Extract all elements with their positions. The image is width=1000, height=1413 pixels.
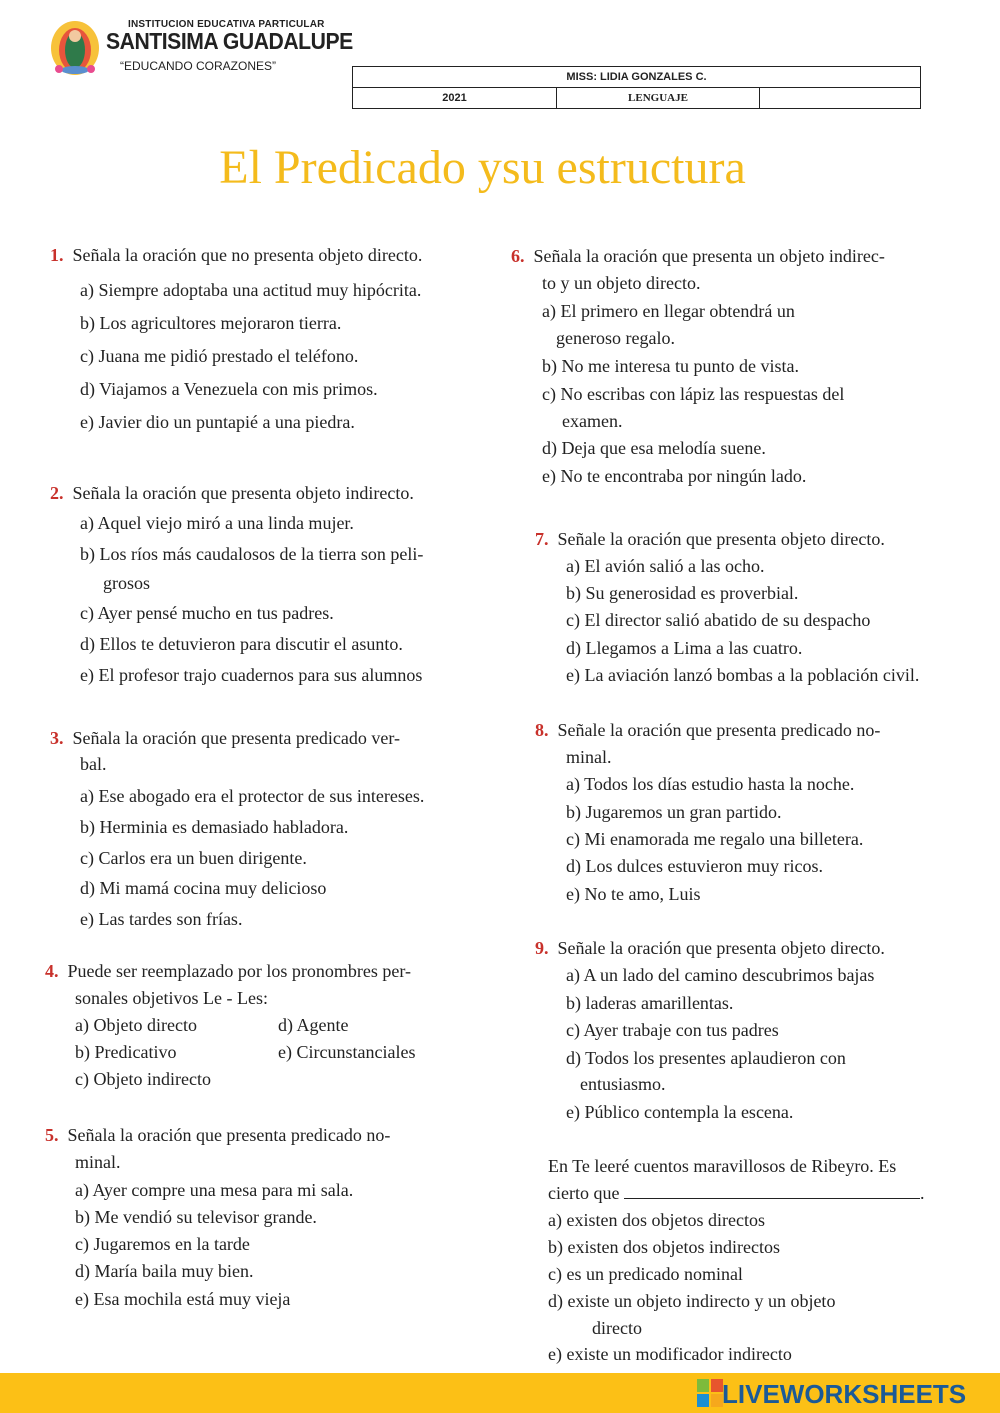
page-title: El Predicado ysu estructura — [219, 141, 746, 194]
option-d-continuation: directo — [592, 1318, 642, 1338]
question-5 — [45, 1125, 390, 1145]
option-a[interactable]: a) Objeto directo — [75, 1015, 197, 1035]
option-c-continuation: examen. — [562, 411, 623, 431]
option-e[interactable]: e) Las tardes son frías. — [80, 909, 243, 929]
option-c[interactable]: c) Objeto indirecto — [75, 1069, 211, 1089]
option-e[interactable]: e) No te amo, Luis — [566, 884, 701, 904]
option-a-continuation: generoso regalo. — [556, 328, 675, 348]
option-d[interactable]: d) Deja que esa melodía suene. — [542, 438, 766, 458]
question-number: 1. — [50, 245, 64, 265]
question-stem: Señala la oración que presenta predicado no- — [67, 1125, 391, 1145]
option-b[interactable]: b) existen dos objetos indirectos — [548, 1237, 780, 1257]
question-stem-continuation: to y un objeto directo. — [542, 273, 701, 293]
option-e[interactable]: e) Esa mochila está muy vieja — [75, 1289, 291, 1309]
question-stem: Señala la oración que presenta predicado ver- — [72, 728, 400, 748]
option-d[interactable]: d) Viajamos a Venezuela con mis primos. — [80, 379, 378, 399]
question-stem: Señale la oración que presenta predicado no- — [557, 720, 881, 740]
question-3 — [50, 728, 400, 748]
option-e[interactable]: e) La aviación lanzó bombas a la población civil. — [566, 665, 920, 685]
option-a[interactable]: a) El avión salió a las ocho. — [566, 556, 765, 576]
option-e[interactable]: e) existe un modificador indirecto — [548, 1344, 792, 1364]
option-c[interactable]: c) Mi enamorada me regalo una billetera. — [566, 829, 864, 849]
option-a[interactable]: a) Siempre adoptaba una actitud muy hipócrita. — [80, 280, 422, 300]
option-a[interactable]: a) Todos los días estudio hasta la noche. — [566, 774, 855, 794]
option-c[interactable]: c) Carlos era un buen dirigente. — [80, 848, 307, 868]
option-b[interactable]: b) Su generosidad es proverbial. — [566, 583, 799, 603]
answer-blank[interactable] — [624, 1184, 920, 1199]
question-stem: Señala la oración que no presenta objeto directo. — [72, 245, 423, 265]
option-b[interactable]: b) Predicativo — [75, 1042, 177, 1062]
question-stem: Señala la oración que presenta un objeto indirec- — [533, 246, 885, 266]
option-c[interactable]: c) es un predicado nominal — [548, 1264, 743, 1284]
subject: LENGUAJE — [557, 88, 760, 109]
question-stem-continuation: bal. — [80, 754, 107, 774]
question-stem: Señala la oración que presenta objeto indirecto. — [72, 483, 414, 503]
question-6 — [511, 246, 885, 266]
question-number: 4. — [45, 961, 59, 981]
option-d[interactable]: d) María baila muy bien. — [75, 1261, 254, 1281]
option-e[interactable]: e) No te encontraba por ningún lado. — [542, 466, 807, 486]
option-a[interactable]: a) Ese abogado era el protector de sus intereses. — [80, 786, 425, 806]
virgin-guadalupe-logo-icon — [50, 20, 100, 76]
option-e[interactable]: e) Público contempla la escena. — [566, 1102, 794, 1122]
option-b[interactable]: b) Jugaremos un gran partido. — [566, 802, 782, 822]
question-number: 7. — [535, 529, 549, 549]
question-number: 5. — [45, 1125, 59, 1145]
question-number: 9. — [535, 938, 549, 958]
option-c[interactable]: c) No escribas con lápiz las respuestas del — [542, 384, 845, 404]
option-d[interactable]: d) Los dulces estuvieron muy ricos. — [566, 856, 823, 876]
header-info-table — [352, 66, 921, 109]
option-c[interactable]: c) Jugaremos en la tarde — [75, 1234, 250, 1254]
option-b-continuation: grosos — [103, 573, 151, 593]
question-10-stem-end: cierto que — [548, 1183, 620, 1203]
option-d[interactable]: d) Mi mamá cocina muy delicioso — [80, 878, 327, 898]
option-b[interactable]: b) No me interesa tu punto de vista. — [542, 356, 799, 376]
question-2 — [50, 483, 414, 503]
question-number: 8. — [535, 720, 549, 740]
question-10-stem: En Te leeré cuentos maravillosos de Ribeyro. Es — [548, 1156, 897, 1176]
question-number: 2. — [50, 483, 64, 503]
question-10-stem-continuation — [548, 1183, 924, 1203]
option-b[interactable]: b) Los agricultores mejoraron tierra. — [80, 313, 342, 333]
school-motto: “EDUCANDO CORAZONES” — [120, 59, 277, 73]
option-c[interactable]: c) Ayer pensé mucho en tus padres. — [80, 603, 334, 623]
question-stem-continuation: minal. — [75, 1152, 121, 1172]
option-a[interactable]: a) A un lado del camino descubrimos bajas — [566, 965, 875, 985]
question-7 — [535, 529, 885, 549]
liveworksheets-logo-icon — [697, 1379, 723, 1407]
school-name: SANTISIMA GUADALUPE — [106, 28, 353, 54]
question-1 — [50, 245, 422, 265]
option-d[interactable]: d) Agente — [278, 1015, 349, 1035]
option-e[interactable]: e) Javier dio un puntapié a una piedra. — [80, 412, 355, 432]
school-type: INSTITUCION EDUCATIVA PARTICULAR — [128, 19, 325, 30]
teacher-name: MISS: LIDIA GONZALES C. — [353, 67, 921, 88]
school-year: 2021 — [353, 88, 557, 109]
blank-cell — [760, 88, 921, 109]
option-a[interactable]: a) Aquel viejo miró a una linda mujer. — [80, 513, 354, 533]
option-d[interactable]: d) existe un objeto indirecto y un objeto — [548, 1291, 836, 1311]
option-d[interactable]: d) Llegamos a Lima a las cuatro. — [566, 638, 803, 658]
question-stem-continuation: minal. — [566, 747, 612, 767]
question-8 — [535, 720, 880, 740]
question-stem: Puede ser reemplazado por los pronombres per- — [67, 961, 412, 981]
option-a[interactable]: a) existen dos objetos directos — [548, 1210, 765, 1230]
question-number: 6. — [511, 246, 525, 266]
question-number: 3. — [50, 728, 64, 748]
liveworksheets-brand[interactable]: LIVEWORKSHEETS — [722, 1379, 967, 1409]
option-b[interactable]: b) Los ríos más caudalosos de la tierra son peli- — [80, 544, 424, 564]
question-9 — [535, 938, 885, 958]
option-b[interactable]: b) Me vendió su televisor grande. — [75, 1207, 317, 1227]
option-d-continuation: entusiasmo. — [580, 1074, 666, 1094]
option-e[interactable]: e) Circunstanciales — [278, 1042, 416, 1062]
question-stem: Señale la oración que presenta objeto directo. — [557, 529, 885, 549]
option-b[interactable]: b) laderas amarillentas. — [566, 993, 734, 1013]
question-4 — [45, 961, 411, 981]
option-a[interactable]: a) El primero en llegar obtendrá un — [542, 301, 795, 321]
question-stem-continuation: sonales objetivos Le - Les: — [75, 988, 268, 1008]
option-c[interactable]: c) El director salió abatido de su despacho — [566, 610, 871, 630]
question-stem: Señale la oración que presenta objeto directo. — [557, 938, 885, 958]
option-d[interactable]: d) Todos los presentes aplaudieron con — [566, 1048, 846, 1068]
option-d[interactable]: d) Ellos te detuvieron para discutir el asunto. — [80, 634, 403, 654]
option-c[interactable]: c) Juana me pidió prestado el teléfono. — [80, 346, 359, 366]
option-a[interactable]: a) Ayer compre una mesa para mi sala. — [75, 1180, 354, 1200]
option-e[interactable]: e) El profesor trajo cuadernos para sus alumnos — [80, 665, 423, 685]
question-10-stem-dot: . — [919, 1183, 925, 1203]
option-b[interactable]: b) Herminia es demasiado habladora. — [80, 817, 349, 837]
option-c[interactable]: c) Ayer trabaje con tus padres — [566, 1020, 779, 1040]
